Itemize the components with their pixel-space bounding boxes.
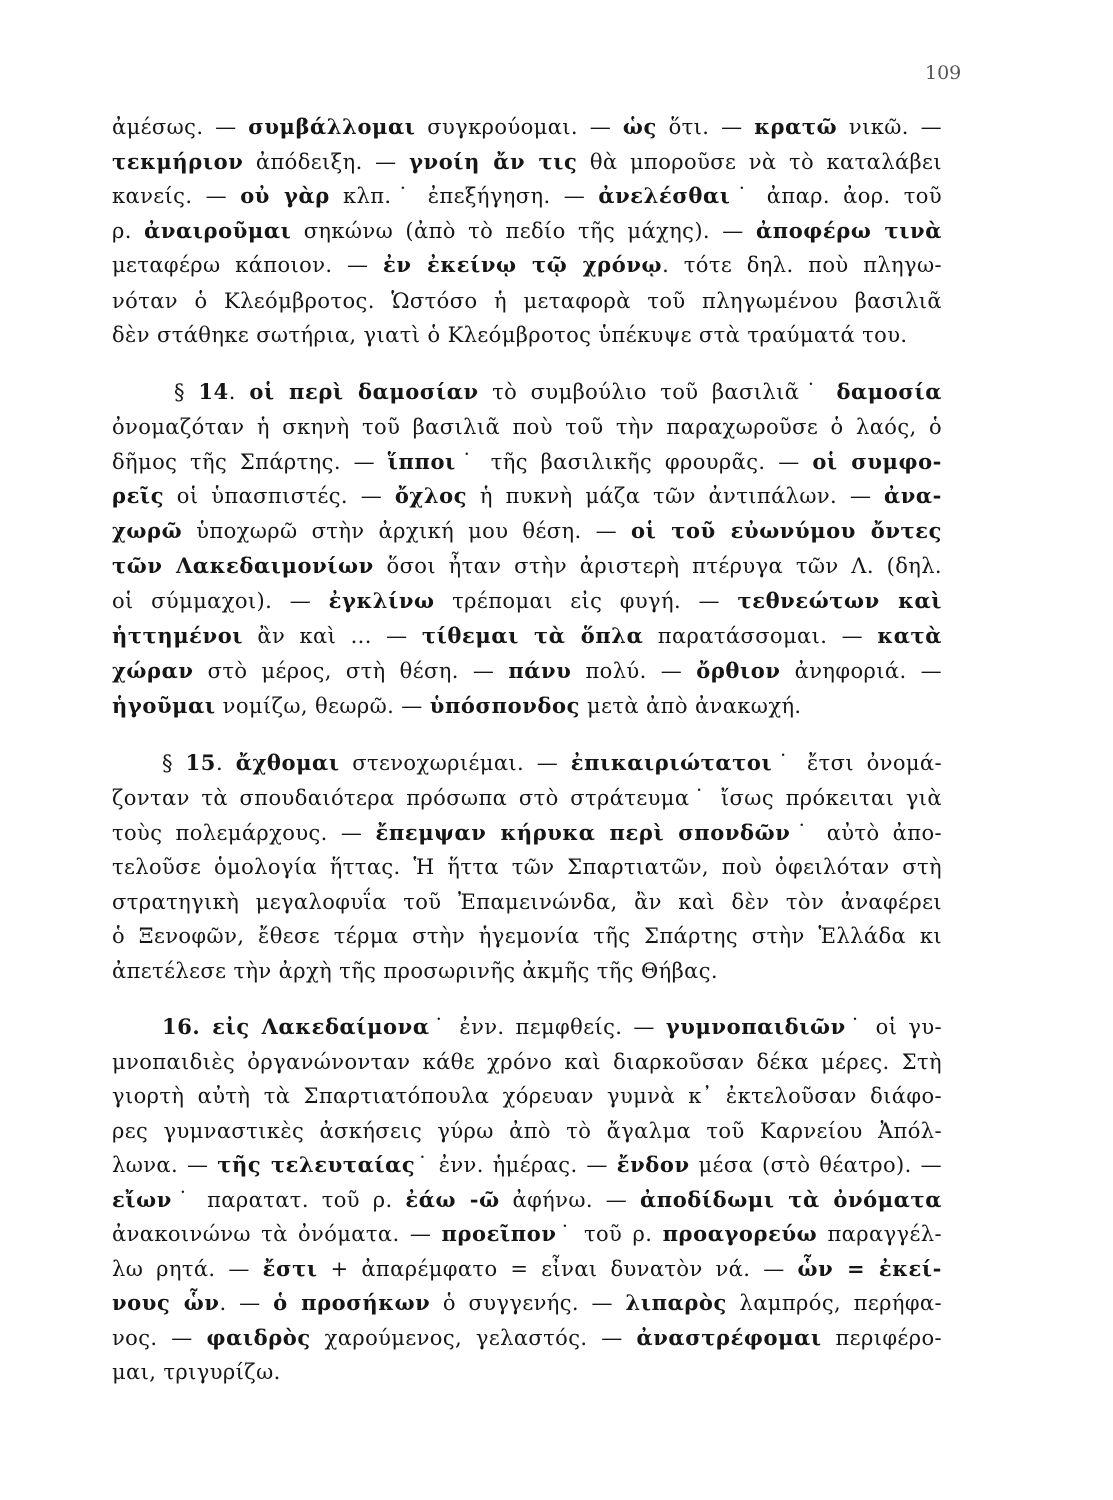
text-line: νους ὧν. — ὁ προσήκων ὁ συγγενής. — λιπαρὸς λαμπρός, περήφα- (112, 1290, 943, 1315)
text-line: χωρῶ ὑποχωρῶ στὴν ἀρχική μου θέση. — οἱ τοῦ εὐωνύμου ὄντες (112, 518, 943, 543)
text-line: § 15. ἄχθομαι στενοχωριέμαι. — ἐπικαιριώτατοι˙ ἔτσι ὀνομά- (162, 750, 943, 775)
text-line: ἀπετέλεσε τὴν ἀρχὴ τῆς προσωρινῆς ἀκμῆς τῆς Θήβας. (112, 959, 719, 983)
text-line: ζονταν τὰ σπουδαιότερα πρόσωπα στὸ στράτευμα˙ ἴσως πρόκειται γιὰ (112, 786, 942, 810)
text-line: δὲν στάθηκε σωτήρια, γιατὶ ὁ Κλεόμβροτος ὑπέκυψε στὰ τραύματά του. (112, 323, 908, 347)
text-line: οἱ σύμμαχοι). — ἐγκλίνω τρέπομαι εἰς φυγή. — τεθνεώτων καὶ (112, 588, 942, 613)
text-line: γιορτὴ αὐτὴ τὰ Σπαρτιατόπουλα χόρευαν γυμνὰ κ᾿ ἐκτελοῦσαν διάφο- (112, 1084, 942, 1108)
text-line: λωνα. — τῆς τελευταίας˙ ἐνν. ἡμέρας. — ἔνδον μέσα (στὸ θέατρο). — (112, 1152, 942, 1177)
text-line: ὀνομαζόταν ἡ σκηνὴ τοῦ βασιλιᾶ ποὺ τοῦ τὴν παραχωροῦσε ὁ λαός, ὁ (112, 415, 942, 439)
text-line: ἀνακοινώνω τὰ ὀνόματα. — προεῖπον˙ τοῦ ρ. προαγορεύω παραγγέλ- (112, 1221, 942, 1246)
text-line: ρ. ἀναιροῦμαι σηκώνω (ἀπὸ τὸ πεδίο τῆς μάχης). — ἀποφέρω τινὰ (112, 218, 942, 243)
text-line: νος. — φαιδρὸς χαρούμενος, γελαστός. — ἀναστρέφομαι περιφέρο- (112, 1325, 942, 1350)
text-line: τεκμήριον ἀπόδειξη. — γνοίη ἄν τις θὰ μποροῦσε νὰ τὸ καταλάβει (112, 149, 942, 174)
text-line: μνοπαιδιὲς ὀργανώνονταν κάθε χρόνο καὶ διαρκοῦσαν δέκα μέρες. Στὴ (112, 1050, 942, 1074)
text-line: τελοῦσε ὁμολογία ἥττας. Ἡ ἥττα τῶν Σπαρτιατῶν, ποὺ ὀφειλόταν στὴ (112, 855, 942, 879)
text-line: στρατηγικὴ μεγαλοφυΐα τοῦ Ἐπαμεινώνδα, ἂν καὶ δὲν τὸν ἀναφέρει (112, 890, 942, 914)
text-line: νόταν ὁ Κλεόμβροτος. Ὡστόσο ἡ μεταφορὰ τοῦ πληγωμένου βασιλιᾶ (112, 289, 942, 313)
text-line: τοὺς πολεμάρχους. — ἔπεμψαν κήρυκα περὶ σπονδῶν˙ αὐτὸ ἀπο- (112, 820, 942, 845)
text-line: δῆμος τῆς Σπάρτης. — ἵπποι˙ τῆς βασιλικῆς φρουρᾶς. — οἱ συμφο- (112, 449, 943, 474)
text-line: εἴων˙ παρατατ. τοῦ ρ. ἐάω -ῶ ἀφήνω. — ἀποδίδωμι τὰ ὀνόματα (112, 1187, 943, 1212)
text-line: ρες γυμναστικὲς ἀσκήσεις γύρω ἀπὸ τὸ ἄγαλμα τοῦ Καρνείου Ἀπόλ- (112, 1119, 942, 1143)
text-line: ὁ Ξενοφῶν, ἔθεσε τέρμα στὴν ἡγεμονία τῆς Σπάρτης στὴν Ἑλλάδα κι (112, 924, 942, 948)
text-line: κανείς. — οὐ γὰρ κλπ.˙ ἐπεξήγηση. — ἀνελέσθαι˙ ἀπαρ. ἀορ. τοῦ (112, 183, 943, 208)
text-line: ἡγοῦμαι νομίζω, θεωρῶ. — ὑπόσπονδος μετὰ ἀπὸ ἀνακωχή. (112, 693, 802, 718)
text-line: ρεῖς οἱ ὑπασπιστές. — ὄχλος ἡ πυκνὴ μάζα τῶν ἀντιπάλων. — ἀνα- (112, 483, 942, 508)
text-line: τῶν Λακεδαιμονίων ὅσοι ἦταν στὴν ἀριστερὴ πτέρυγα τῶν Λ. (δηλ. (112, 553, 942, 578)
text-line: μεταφέρω κάποιον. — ἐν ἐκείνῳ τῷ χρόνῳ. τότε δηλ. ποὺ πληγω- (112, 252, 942, 277)
text-line: § 14. οἱ περὶ δαμοσίαν τὸ συμβούλιο τοῦ βασιλιᾶ˙ δαμοσία (174, 379, 942, 404)
text-line: χώραν στὸ μέρος, στὴ θέση. — πάνυ πολύ. — ὄρθιον ἀνηφοριά. — (112, 658, 942, 683)
text-line: ἡττημένοι ἂν καὶ ... — τίθεμαι τὰ ὅπλα παρατάσσομαι. — κατὰ (112, 623, 942, 648)
text-line: 16. εἰς Λακεδαίμονα˙ ἐνν. πεμφθείς. — γυμνοπαιδιῶν˙ οἱ γυ- (162, 1014, 942, 1039)
page-number: 109 (925, 62, 962, 84)
text-line: λω ρητά. — ἔστι + ἀπαρέμφατο = εἶναι δυνατὸν νά. — ὧν = ἐκεί- (112, 1256, 942, 1281)
text-line: ἀμέσως. — συμβάλλομαι συγκρούομαι. — ὡς ὅτι. — κρατῶ νικῶ. — (112, 114, 942, 139)
text-line: μαι, τριγυρίζω. (112, 1360, 281, 1384)
